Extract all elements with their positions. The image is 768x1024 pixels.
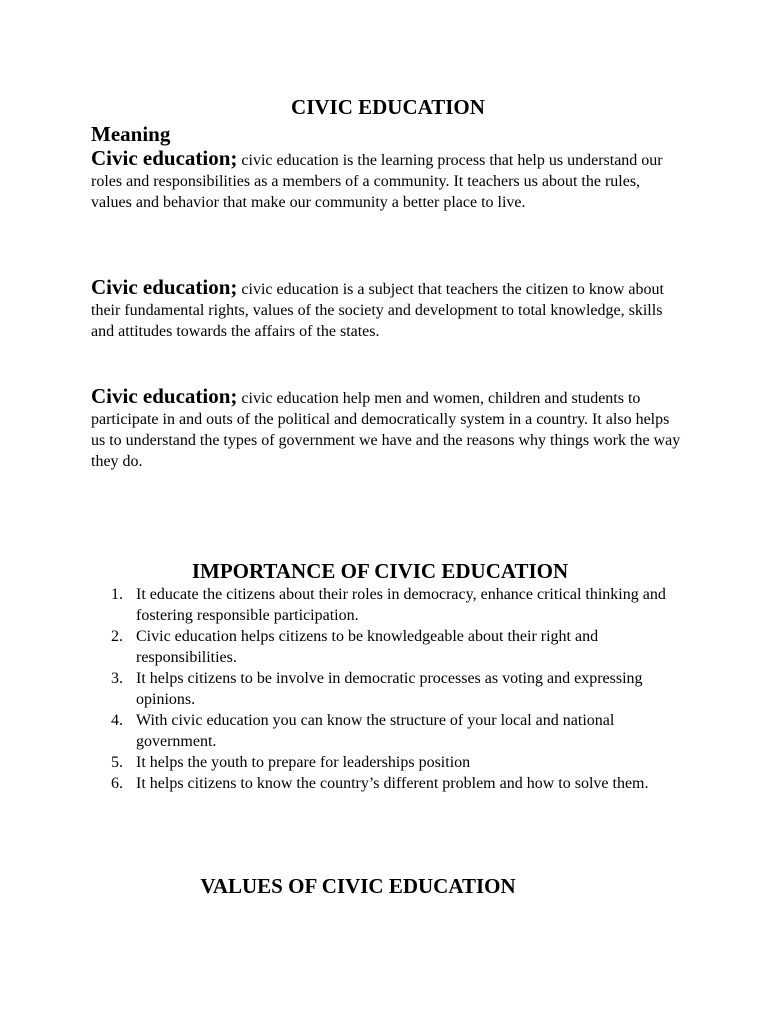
list-item — [104, 773, 684, 794]
list-item-text: It helps citizens to know the country’s different problem and how to solve them. — [136, 775, 649, 792]
paragraph-lead: Civic education; — [91, 275, 238, 299]
paragraph-text: civic education is the learning process that help us understand our roles and responsibilities as a members of a community. It teachers us about the rules, values and behavior that make our community a better place to live. — [91, 152, 663, 211]
importance-list — [104, 584, 684, 794]
list-item-number: 6. — [111, 775, 123, 792]
list-item-text: It helps citizens to be involve in democratic processes as voting and expressing opinions. — [136, 670, 643, 708]
definition-paragraph-2 — [91, 277, 683, 342]
list-item-text: With civic education you can know the structure of your local and national government. — [136, 712, 615, 750]
paragraph-lead: Civic education; — [91, 384, 238, 408]
list-item — [104, 668, 684, 710]
definition-paragraph-1 — [91, 148, 683, 213]
values-heading: VALUES OF CIVIC EDUCATION — [200, 874, 516, 898]
meaning-heading: Meaning — [91, 122, 171, 146]
definition-paragraph-3 — [91, 386, 683, 472]
importance-heading: IMPORTANCE OF CIVIC EDUCATION — [191, 559, 569, 583]
document-title: CIVIC EDUCATION — [291, 95, 485, 119]
list-item-number: 2. — [111, 628, 123, 645]
paragraph-text: civic education help men and women, children and students to participate in and outs of the political and democratically system in a country. It also helps us to understand the types of government we have and the reasons why things work the way they do. — [91, 390, 681, 470]
list-item-number: 3. — [111, 670, 123, 687]
list-item-number: 4. — [111, 712, 123, 729]
list-item-text: It educate the citizens about their roles in democracy, enhance critical thinking and fostering responsible participation. — [136, 586, 666, 624]
list-item — [104, 584, 684, 626]
paragraph-lead: Civic education; — [91, 146, 238, 170]
paragraph-text: civic education is a subject that teachers the citizen to know about their fundamental rights, values of the society and development to total knowledge, skills and attitudes towards the affairs of the states. — [91, 281, 664, 340]
list-item-number: 1. — [111, 586, 123, 603]
list-item-text: It helps the youth to prepare for leaderships position — [136, 754, 471, 771]
list-item — [104, 626, 684, 668]
list-item-text: Civic education helps citizens to be knowledgeable about their right and responsibilities. — [136, 628, 599, 666]
list-item — [104, 752, 684, 773]
list-item — [104, 710, 684, 752]
list-item-number: 5. — [111, 754, 123, 771]
